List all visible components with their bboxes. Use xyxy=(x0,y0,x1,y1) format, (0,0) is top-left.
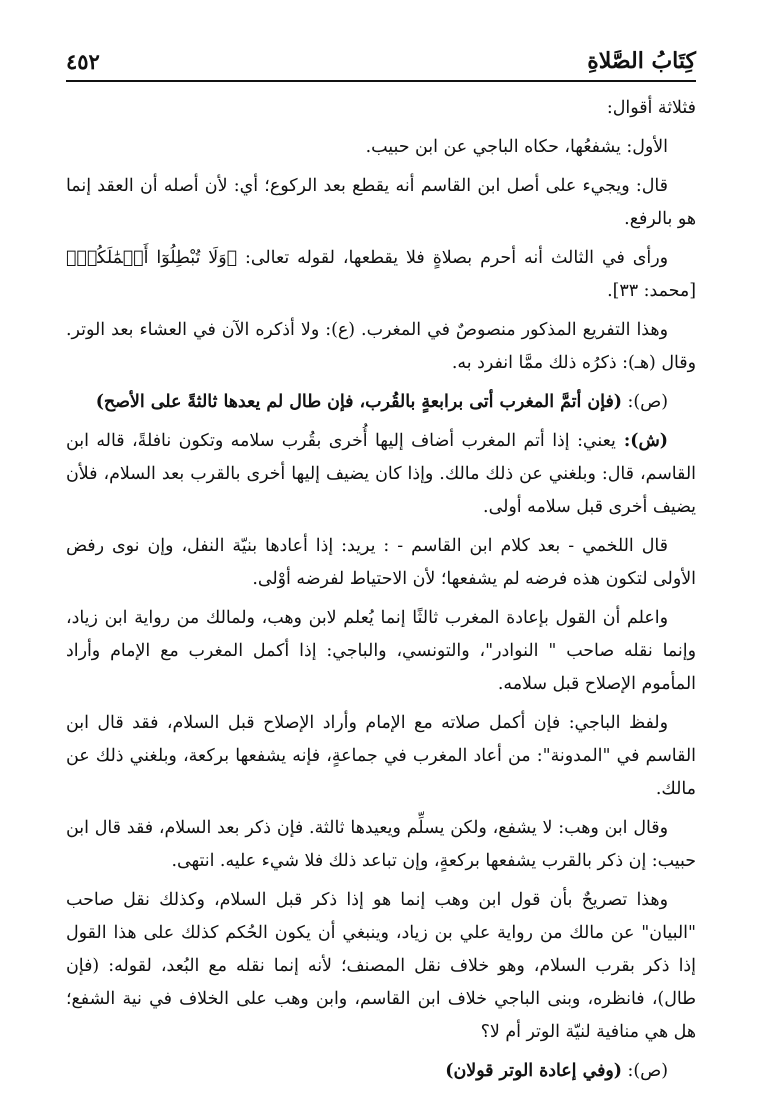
page-number: ٤٥٢ xyxy=(66,49,100,74)
paragraph: ورأى في الثالث أنه أحرم بصلاةٍ فلا يقطعها، لقوله تعالى: ﴿وَلَا تُبْطِلُوٓا أَعۡمَٰلَكُمۡ﴾ [محمد: ٣٣]. xyxy=(66,248,696,301)
paragraph: ولفظ الباجي: فإن أكمل صلاته مع الإمام وأراد الإصلاح قبل السلام، فقد قال ابن القاسم في "المدونة": من أعاد المغرب في جماعةٍ، فإنه يشفعها بركعة، وبلغني ذلك عن مالك. xyxy=(66,713,696,799)
paragraph: فثلاثة أقوال: xyxy=(606,98,696,118)
page-body xyxy=(66,92,696,1094)
paragraph: وهذا التفريع المذكور منصوصٌ في المغرب. (ع): ولا أذكره الآن في العشاء بعد الوتر. وقال (هـ): ذكرُه ذلك ممَّا انفرد به. xyxy=(66,320,696,373)
header-rule xyxy=(66,80,696,82)
paragraph: واعلم أن القول بإعادة المغرب ثالثًا إنما يُعلم لابن وهب، ولمالك من رواية ابن زياد، وإنما نقله صاحب " النوادر"، والتونسي، والباجي: إذا أكمل المغرب مع الإمام وأراد المأموم الإصلاح قبل سلامه. xyxy=(66,608,696,694)
sharh-paragraph: (ش): يعني: إذا أتم المغرب أضاف إليها أُخرى بقُرب سلامه وتكون نافلةً، قاله ابن القاسم، قال: وبلغني عن ذلك مالك. وإذا كان يضيف إليها أخرى بالقرب بعد السلام، فلأن يضيف أخرى قبل سلامه أولى. xyxy=(66,431,696,517)
paragraph: الأول: يشفعُها، حكاه الباجي عن ابن حبيب. xyxy=(365,137,668,157)
paragraph: وقال ابن وهب: لا يشفع، ولكن يسلِّم ويعيدها ثالثة. فإن ذكر بعد السلام، فقد قال ابن حبيب: إن ذكر بالقرب يشفعها بركعةٍ، وإن تباعد ذلك فلا شيء عليه. انتهى. xyxy=(66,818,696,871)
running-title: كِتَابُ الصَّلاةِ xyxy=(587,48,696,74)
paragraph: وهذا تصريحٌ بأن قول ابن وهب إنما هو إذا ذكر قبل السلام، وكذلك نقل صاحب "البيان" عن مالك من رواية علي بن زياد، وينبغي أن يكون الحُكم كذلك على هذا القول إذا ذكر بقرب السلام، وهو خلاف نقل المصنف؛ لأنه إنما نقله مع البُعد، لقوله: (فإن طال)، فانظره، وبنى الباجي خلاف ابن القاسم، وابن وهب على الخلاف في نية الشفع؛ هل هي منافية لنيّة الوتر أم لا؟ xyxy=(66,890,696,1042)
paragraph: قال اللخمي - بعد كلام ابن القاسم - : يريد: إذا أعادها بنيّة النفل، وإن نوى رفض الأولى لتكون هذه فرضه لم يشفعها؛ لأن الاحتياط لفرضه أوْلى. xyxy=(66,536,696,589)
page-header xyxy=(66,40,696,74)
matn-paragraph: (ص): (فإن أتمَّ المغرب أتى برابعةٍ بالقُرب، فإن طال لم يعدها ثالثةً على الأصح) xyxy=(95,392,668,412)
paragraph: قال: ويجيء على أصل ابن القاسم أنه يقطع بعد الركوع؛ أي: لأن أصله أن العقد إنما هو بالرفع. xyxy=(66,176,696,229)
matn-paragraph: (ص): (وفي إعادة الوتر قولان) xyxy=(445,1061,668,1081)
